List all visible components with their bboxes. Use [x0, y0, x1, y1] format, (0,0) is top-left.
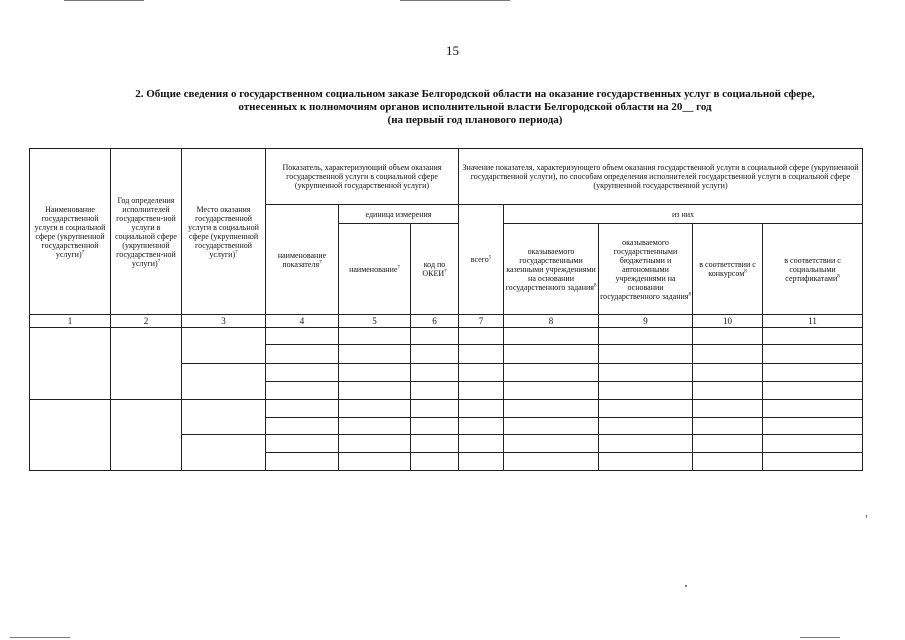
page-number: 15	[446, 43, 459, 58]
cell[interactable]	[693, 435, 763, 453]
column-number: 4	[266, 315, 339, 328]
cell[interactable]	[599, 400, 693, 418]
header-kazen: оказываемого государственными казенными учреждениями на основании государственного задания$^8$	[504, 224, 599, 315]
header-contest: в соответствии с конкурсом$^8$	[693, 224, 763, 315]
cell[interactable]	[763, 328, 863, 345]
cell[interactable]	[266, 453, 339, 471]
cell[interactable]	[459, 328, 504, 345]
page-title	[60, 88, 890, 127]
cell[interactable]	[599, 328, 693, 345]
scan-mark	[866, 515, 867, 518]
cell-service[interactable]	[30, 400, 111, 471]
column-number: 5	[339, 315, 411, 328]
cell[interactable]	[763, 418, 863, 435]
social-order-table	[29, 148, 863, 471]
cell[interactable]	[459, 453, 504, 471]
column-number: 3	[182, 315, 266, 328]
column-numbers-row	[30, 315, 863, 328]
cell[interactable]	[599, 435, 693, 453]
cell[interactable]	[459, 435, 504, 453]
header-indicator-name: наименование показателя$^7$	[266, 205, 339, 315]
cell[interactable]	[763, 345, 863, 364]
cell[interactable]	[266, 418, 339, 435]
header-year: Год определения исполнителей государствен-ной услуги в социальной сфере (укрупненной государствен-ной услуги)$^7$	[111, 149, 182, 315]
cell[interactable]	[411, 328, 459, 345]
cell[interactable]	[411, 400, 459, 418]
column-number: 2	[111, 315, 182, 328]
header-service-name: Наименование государственной услуги в социальной сфере (укрупненной государственной услуги)$^7$	[30, 149, 111, 315]
cell[interactable]	[411, 453, 459, 471]
column-number: 1	[30, 315, 111, 328]
header-okei: код по ОКЕИ$^7$	[411, 224, 459, 315]
header-budget: оказываемого государственными бюджетными и автономными учреждениями на основании государственного задания$^8$	[599, 224, 693, 315]
header-place: Место оказания государственной услуги в социальной сфере (укрупненной государственной услуги)$^7$	[182, 149, 266, 315]
cell[interactable]	[504, 345, 599, 364]
cell[interactable]	[763, 382, 863, 400]
cell-place[interactable]	[182, 400, 266, 435]
cell[interactable]	[599, 345, 693, 364]
header-of-them: из них	[504, 205, 863, 224]
scan-mark	[400, 0, 510, 1]
cell[interactable]	[411, 345, 459, 364]
column-number: 8	[504, 315, 599, 328]
header-unit-name: наименование$^7$	[339, 224, 411, 315]
cell[interactable]	[459, 345, 504, 364]
scan-mark	[10, 637, 70, 638]
cell-place[interactable]	[182, 328, 266, 364]
cell[interactable]	[339, 400, 411, 418]
cell[interactable]	[693, 400, 763, 418]
cell[interactable]	[504, 382, 599, 400]
cell[interactable]	[693, 453, 763, 471]
cell[interactable]	[411, 382, 459, 400]
cell[interactable]	[693, 328, 763, 345]
cell-year[interactable]	[111, 328, 182, 400]
cell[interactable]	[266, 435, 339, 453]
cell-service[interactable]	[30, 328, 111, 400]
cell[interactable]	[411, 418, 459, 435]
cell[interactable]	[411, 435, 459, 453]
cell[interactable]	[763, 435, 863, 453]
cell[interactable]	[266, 400, 339, 418]
cell[interactable]	[339, 453, 411, 471]
cell[interactable]	[459, 400, 504, 418]
cell[interactable]	[266, 364, 339, 382]
cell[interactable]	[339, 364, 411, 382]
header-indicator-group: Показатель, характеризующий объем оказания государственной услуги в социальной сфере (укрупненной государственной услуги)	[266, 149, 459, 205]
cell[interactable]	[599, 364, 693, 382]
cell[interactable]	[763, 400, 863, 418]
cell[interactable]	[266, 345, 339, 364]
column-number: 10	[693, 315, 763, 328]
cell[interactable]	[339, 418, 411, 435]
cell[interactable]	[504, 418, 599, 435]
header-unit: единица измерения	[339, 205, 459, 224]
title-line-2: отнесенных к полномочиям органов исполнительной власти Белгородской области на 20__ год	[238, 101, 712, 113]
cell[interactable]	[599, 453, 693, 471]
cell[interactable]	[763, 453, 863, 471]
cell[interactable]	[339, 328, 411, 345]
cell[interactable]	[459, 364, 504, 382]
table-row	[30, 400, 863, 418]
scan-mark	[800, 637, 840, 638]
cell[interactable]	[763, 364, 863, 382]
table-row	[30, 328, 863, 345]
cell[interactable]	[266, 382, 339, 400]
cell[interactable]	[411, 364, 459, 382]
cell[interactable]	[693, 345, 763, 364]
cell[interactable]	[504, 453, 599, 471]
cell[interactable]	[459, 418, 504, 435]
cell[interactable]	[339, 435, 411, 453]
column-number: 6	[411, 315, 459, 328]
cell[interactable]	[339, 382, 411, 400]
cell[interactable]	[339, 345, 411, 364]
cell[interactable]	[599, 418, 693, 435]
cell[interactable]	[693, 382, 763, 400]
cell[interactable]	[693, 364, 763, 382]
cell[interactable]	[459, 382, 504, 400]
scan-mark	[64, 0, 144, 1]
cell[interactable]	[693, 418, 763, 435]
header-value-group: Значение показателя, характеризующего объем оказания государственной услуги в социальной сфере (укрупненной государственной услуги), по способам определения исполнителей государственной услуги в социальной сфере (укрупненной государственной услуги)	[459, 149, 863, 205]
cell[interactable]	[504, 400, 599, 418]
header-total: всего$^5$	[459, 205, 504, 315]
header-certificates: в соответствии с социальными сертификатами$^8$	[763, 224, 863, 315]
title-line-1: 2. Общие сведения о государственном социальном заказе Белгородской области на оказание государственных услуг в социальной сфере,	[135, 88, 815, 100]
cell-place[interactable]	[182, 435, 266, 471]
cell-year[interactable]	[111, 400, 182, 471]
cell[interactable]	[504, 435, 599, 453]
cell[interactable]	[599, 382, 693, 400]
column-number: 11	[763, 315, 863, 328]
cell-place[interactable]	[182, 364, 266, 400]
title-line-3: (на первый год планового периода)	[387, 114, 563, 126]
column-number: 7	[459, 315, 504, 328]
cell[interactable]	[504, 364, 599, 382]
scan-mark	[685, 585, 687, 587]
cell[interactable]	[266, 328, 339, 345]
cell[interactable]	[504, 328, 599, 345]
column-number: 9	[599, 315, 693, 328]
